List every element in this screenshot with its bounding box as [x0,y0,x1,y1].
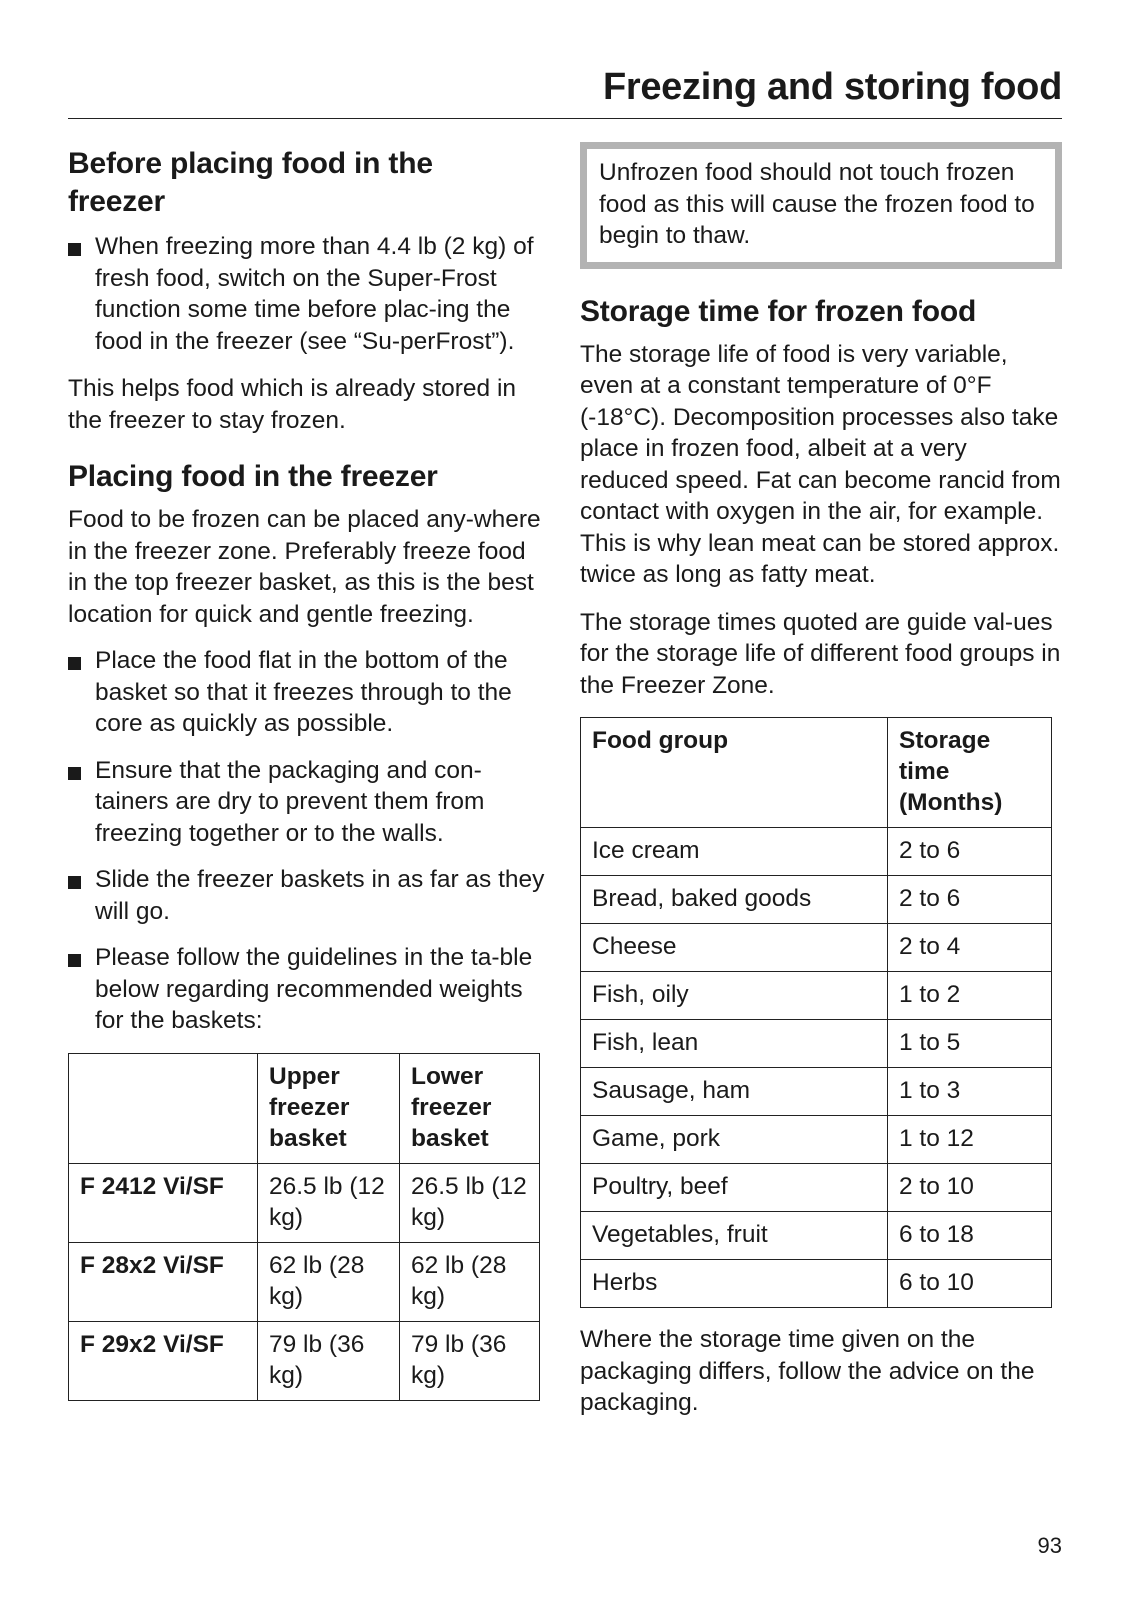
food-group-cell: Bread, baked goods [581,876,888,924]
table-row [581,1164,1052,1212]
food-group-cell: Fish, lean [581,1020,888,1068]
food-group-cell: Poultry, beef [581,1164,888,1212]
bullet-item: Ensure that the packaging and con-tainers are dry to prevent them from freezing together or to the walls. [68,755,550,850]
basket-weight-table [68,1053,540,1401]
food-group-cell: Fish, oily [581,972,888,1020]
food-group-cell: Vegetables, fruit [581,1212,888,1260]
page-header [68,62,1062,119]
paragraph-storage-life: The storage life of food is very variable, even at a constant temperature of 0°F (-18°C). Decomposition processes also take place in frozen food, albeit at a very reduced speed. Fat can become rancid from contact with oxygen in the air, for example. This is why lean meat can be stored approx. twice as long as fatty meat. [580,340,1061,588]
storage-time-cell: 1 to 3 [888,1068,1052,1116]
page-number: 93 [1037,1533,1062,1558]
food-group-cell: Sausage, ham [581,1068,888,1116]
note-box: Unfrozen food should not touch frozen food as this will cause the frozen food to begin to thaw. [580,142,1062,269]
bullet-item: Please follow the guidelines in the ta-ble below regarding recommended weights for the baskets: [68,942,550,1037]
table-cell: 79 lb (36 kg) [400,1321,540,1400]
storage-time-cell: 2 to 6 [888,876,1052,924]
paragraph-guide-values: The storage times quoted are guide val-ues for the storage life of different food groups in the Freezer Zone. [580,608,1061,699]
storage-time-cell: 1 to 12 [888,1116,1052,1164]
bullet-item: Slide the freezer baskets in as far as they will go. [68,864,550,927]
left-column [68,145,550,1401]
paragraph-placing-food: Food to be frozen can be placed any-where in the freezer zone. Preferably freeze food in the top freezer basket, as this is the best location for quick and gentle freezing. [68,506,541,628]
food-group-cell: Game, pork [581,1116,888,1164]
bullet-list-placing-food [68,645,550,1037]
storage-time-cell: 6 to 10 [888,1260,1052,1308]
storage-time-cell: 2 to 4 [888,924,1052,972]
paragraph-packaging-advice: Where the storage time given on the packaging differs, follow the advice on the packaging. [580,1326,1035,1416]
table-cell: 62 lb (28 kg) [258,1242,400,1321]
storage-time-table [580,717,1052,1308]
table-row [581,972,1052,1020]
table-row [69,1163,540,1242]
storage-time-cell: 6 to 18 [888,1212,1052,1260]
table-row [581,828,1052,876]
table-header-row [581,718,1052,828]
table-header-cell: Lower freezer basket [400,1053,540,1163]
table-header-cell [69,1053,258,1163]
table-row [69,1321,540,1400]
paragraph-stay-frozen: This helps food which is already stored in the freezer to stay frozen. [68,375,517,434]
table-row [581,924,1052,972]
table-header-cell: Upper freezer basket [258,1053,400,1163]
food-group-cell: Cheese [581,924,888,972]
table-header-cell: Storage time (Months) [888,718,1052,828]
bullet-item: When freezing more than 4.4 lb (2 kg) of fresh food, switch on the Super-Frost function some time before plac-ing the food in the freezer (see “Su-perFrost”). [68,231,550,357]
storage-time-cell: 2 to 6 [888,828,1052,876]
section-heading-before-placing: Before placing food in the freezer [68,147,433,218]
table-header-row [69,1053,540,1163]
table-row [581,1068,1052,1116]
table-row [581,1212,1052,1260]
model-cell: F 28x2 Vi/SF [69,1242,258,1321]
table-cell: 62 lb (28 kg) [400,1242,540,1321]
table-row [581,1260,1052,1308]
bullet-list-before-placing [68,231,550,357]
table-row [581,1020,1052,1068]
table-header-cell: Food group [581,718,888,828]
table-row [69,1242,540,1321]
model-cell: F 29x2 Vi/SF [69,1321,258,1400]
model-cell: F 2412 Vi/SF [69,1163,258,1242]
page-title: Freezing and storing food [602,66,1062,108]
table-row [581,876,1052,924]
food-group-cell: Ice cream [581,828,888,876]
table-row [581,1116,1052,1164]
food-group-cell: Herbs [581,1260,888,1308]
storage-time-cell: 2 to 10 [888,1164,1052,1212]
table-cell: 79 lb (36 kg) [258,1321,400,1400]
table-cell: 26.5 lb (12 kg) [400,1163,540,1242]
storage-time-cell: 1 to 2 [888,972,1052,1020]
right-column [580,142,1062,1419]
table-cell: 26.5 lb (12 kg) [258,1163,400,1242]
storage-time-cell: 1 to 5 [888,1020,1052,1068]
section-heading-storage-time: Storage time for frozen food [580,294,977,328]
bullet-item: Place the food flat in the bottom of the basket so that it freezes through to the core as quickly as possible. [68,645,550,740]
section-heading-placing-food: Placing food in the freezer [68,460,438,493]
